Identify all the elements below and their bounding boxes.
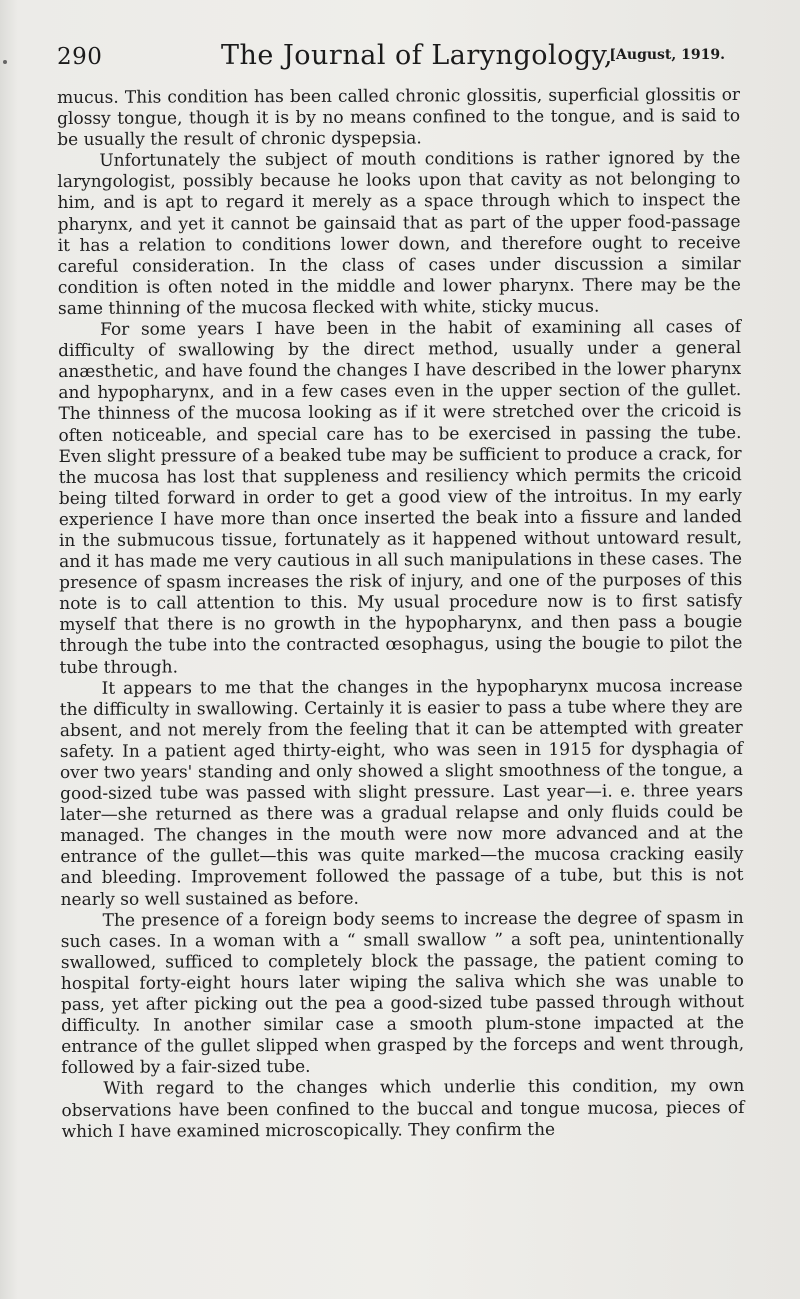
issue-date: [August, 1919.	[609, 47, 725, 63]
article-body	[57, 85, 745, 1143]
paragraph: For some years I have been in the habit of examining all cases of difficulty of swallowing by the direct method, usually under a general anæsthetic, and have found the changes I have described in the lower pharynx and hypopharynx, and in a few cases even in the upper section of the gullet. The thinness of the mucosa looking as if it were stretched over the cricoid is often noticeable, and special care has to be exercised in passing the tube. Even slight pressure of a beaked tube may be sufficient to produce a crack, for the mucosa has lost that suppleness and resiliency which permits the cricoid being tilted forward in order to get a good view of the introitus. In my early experience I have more than once inserted the beak into a fissure and landed in the submucous tissue, fortunately as it happened without untoward result, and it has made me very cautious in all such manipulations in these cases. The presence of spasm increases the risk of injury, and one of the purposes of this note is to call attention to this. My usual procedure now is to first satisfy myself that there is no growth in the hypopharynx, and then pass a bougie through the tube into the contracted œsophagus, using the bougie to pilot the tube through.	[58, 317, 743, 678]
journal-title: The Journal of Laryngology,	[221, 40, 613, 71]
paragraph: Unfortunately the subject of mouth conditions is rather ignored by the laryngologist, possibly because he looks upon that cavity as not belonging to him, and is apt to regard it merely as a space through which to inspect the pharynx, and yet it cannot be gainsaid that as part of the upper food-passage it has a relation to conditions lower down, and therefore ought to receive careful consideration. In the class of cases under discussion a similar condition is often noted in the middle and lower pharynx. There may be the same thinning of the mucosa flecked with white, sticky mucus.	[57, 148, 741, 319]
paragraph: The presence of a foreign body seems to increase the degree of spasm in such cases. In a woman with a “ small swallow ” a soft pea, unintentionally swallowed, sufficed to completely block the passage, the patient coming to hospital forty-eight hours later wiping the saliva which she was unable to pass, yet after picking out the pea a good-sized tube passed through without difficulty. In another similar case a smooth plum-stone impacted at the entrance of the gullet slipped when grasped by the forceps and went through, followed by a fair-sized tube.	[60, 907, 745, 1079]
margin-mark	[3, 60, 7, 64]
running-header	[57, 40, 727, 80]
paragraph: With regard to the changes which underlie this condition, my own observations have been confined to the buccal and tongue mucosa, pieces of which I have examined microscopically. They confirm the	[61, 1076, 745, 1142]
paragraph: It appears to me that the changes in the hypopharynx mucosa increase the difficulty in swallowing. Certainly it is easier to pass a tube where they are absent, and not merely from the feeling that it can be attempted with greater safety. In a patient aged thirty-eight, who was seen in 1915 for dysphagia of over two years' standing and only showed a slight smoothness of the tongue, a good-sized tube was passed with slight pressure. Last year—i. e. three years later—she returned as there was a gradual relapse and only fluids could be managed. The changes in the mouth were now more advanced and at the entrance of the gullet—this was quite marked—the mucosa cracking easily and bleeding. Improvement followed the passage of a tube, but this is not nearly so well sustained as before.	[59, 675, 744, 910]
page-number: 290	[57, 44, 103, 70]
paragraph-continued: mucus. This condition has been called chronic glossitis, superficial glossitis or glossy tongue, though it is by no means confined to the tongue, and is said to be usually the result of chronic dyspepsia.	[57, 85, 741, 151]
